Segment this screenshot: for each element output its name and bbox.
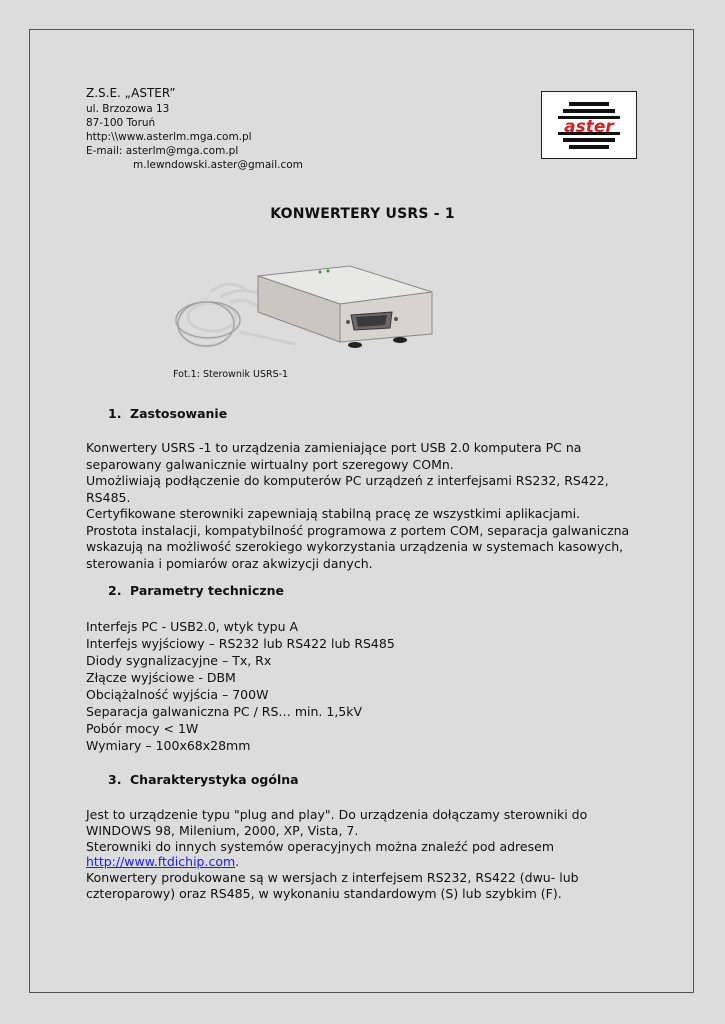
paragraph-line: RS485. [86, 489, 131, 505]
website-text: http:\\www.asterlm.mga.com.pl [86, 131, 252, 143]
link-suffix: . [235, 854, 240, 870]
section-title: Charakterystyka ogólna [130, 772, 299, 787]
spec-line: Separacja galwaniczna PC / RS… min. 1,5kV [86, 704, 363, 719]
paragraph-line: WINDOWS 98, Milenium, 2000, XP, Vista, 7. [86, 822, 359, 838]
photo-caption: Fot.1: Sterownik USRS-1 [173, 369, 289, 380]
section-number: 2. [108, 583, 122, 598]
paragraph-line: Sterowniki do innych systemów operacyjnych można znaleźć pod adresem [86, 838, 554, 854]
section-title: Parametry techniczne [130, 583, 285, 598]
city-address: 87-100 Toruń [86, 117, 156, 129]
company-header [86, 86, 303, 172]
spec-line: Pobór mocy < 1W [86, 721, 199, 736]
email-secondary: m.lewndowski.aster@gmail.com [133, 159, 303, 171]
paragraph-line: Jest to urządzenie typu "plug and play". Do urządzenia dołączamy sterowniki do [86, 807, 588, 822]
paragraph-line: Prostota instalacji, kompatybilność programowa z portem COM, separacja galwaniczna [86, 522, 630, 538]
section-heading-parametry [108, 583, 284, 598]
spec-line: Wymiary – 100x68x28mm [86, 738, 251, 753]
ftdichip-link[interactable]: http://www.ftdichip.com [86, 854, 236, 870]
paragraph-line: wskazują na możliwość szerokiego wykorzystania urządzenia w systemach kasowych, [86, 539, 624, 554]
section-body-charakterystyka [86, 807, 646, 902]
paragraph-line: Umożliwiają podłączenie do komputerów PC urządzeń z interfejsami RS232, RS422, [86, 473, 609, 488]
aster-logo-icon [542, 92, 636, 158]
paragraph-line [86, 854, 646, 870]
spec-line: Obciążalność wyjścia – 700W [86, 687, 269, 702]
section-body-parametry [86, 618, 646, 754]
paragraph-line: Certyfikowane sterowniki zapewniają stabilną pracę ze wszystkimi aplikacjami. [86, 506, 581, 521]
paragraph-line: Konwertery produkowane są w wersjach z interfejsem RS232, RS422 (dwu- lub [86, 870, 579, 886]
company-logo [541, 91, 637, 159]
document-title: KONWERTERY USRS - 1 [270, 206, 455, 222]
logo-wordmark: aster [564, 117, 614, 137]
section-heading-zastosowanie [108, 406, 227, 421]
section-title: Zastosowanie [130, 406, 228, 421]
paragraph-line: czteroparowy) oraz RS485, w wykonaniu standardowym (S) lub szybkim (F). [86, 885, 562, 901]
usb-converter-image [170, 262, 435, 362]
street-address: ul. Brzozowa 13 [86, 103, 170, 115]
spec-line: Diody sygnalizacyjne – Tx, Rx [86, 653, 272, 668]
section-number: 3. [108, 772, 122, 787]
spec-line: Złącze wyjściowe - DBM [86, 670, 236, 685]
product-photo [170, 262, 435, 362]
spec-line: Interfejs wyjściowy – RS232 lub RS422 lub RS485 [86, 636, 395, 651]
company-name: Z.S.E. „ASTER” [86, 86, 176, 100]
section-body-zastosowanie [86, 440, 646, 572]
spec-line: Interfejs PC - USB2.0, wtyk typu A [86, 619, 299, 634]
section-number: 1. [108, 406, 122, 421]
paragraph-line: Konwertery USRS -1 to urządzenia zamieniające port USB 2.0 komputera PC na [86, 440, 582, 455]
paragraph-line: sterowania i pomiarów oraz akwizycji danych. [86, 555, 373, 571]
section-heading-charakterystyka [108, 772, 299, 787]
email-primary: E-mail: asterlm@mga.com.pl [86, 145, 239, 157]
paragraph-line: separowany galwanicznie wirtualny port szeregowy COMn. [86, 456, 454, 472]
